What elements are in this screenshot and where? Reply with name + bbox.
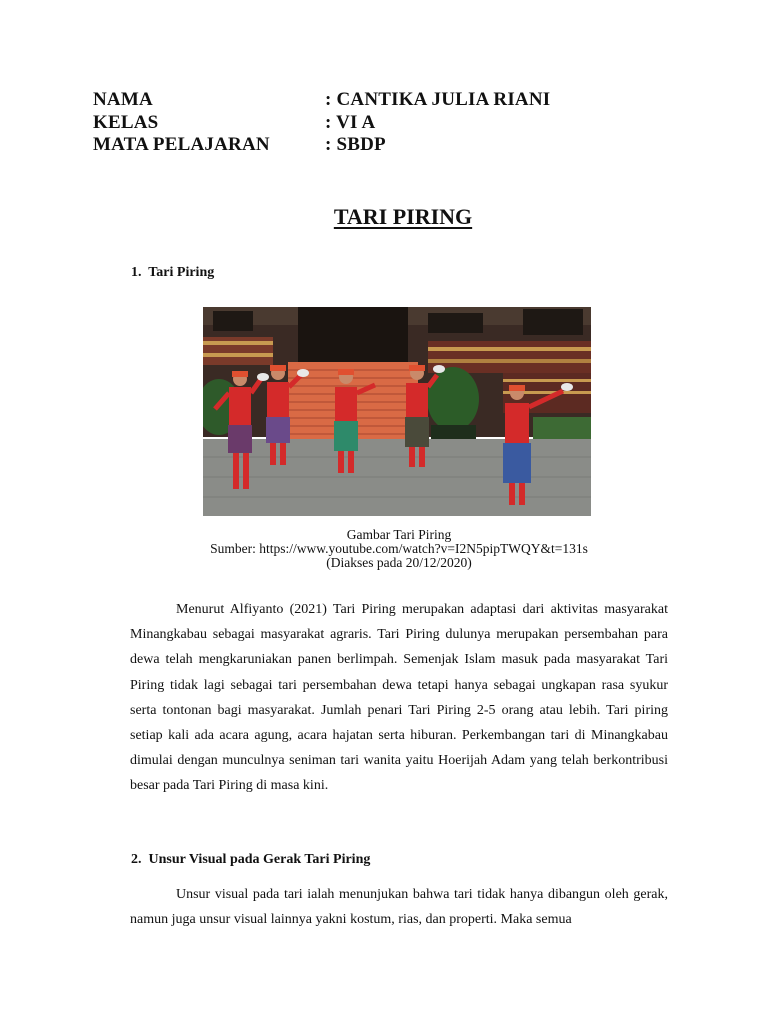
page-title: TARI PIRING [333, 204, 473, 229]
section-2-paragraph: Unsur visual pada tari ialah menunjukan bahwa tari tidak hanya dibangun oleh gerak, namun juga unsur visual lainnya yakni kostum, rias, dan properti. Maka semua [130, 887, 668, 928]
section-1-heading: 1. Tari Piring [131, 265, 215, 280]
label-mata-pelajaran: MATA PELAJARAN [93, 134, 270, 155]
section-1-paragraph: Menurut Alfiyanto (2021) Tari Piring merupakan adaptasi dari aktivitas masyarakat Minangkabau sebagai masyarakat agraris. Tari Piring dulunya merupakan persembahan para dewa telah mengkaruniakan panen berlimpah. Semenjak Islam masuk pada masyarakat Tari Piring tidak lagi sebagai tari persembahan dewa tetapi hanya sebagai ungkapan rasa syukur serta tontonan bagi masyarakat. Jumlah penari Tari Piring 2-5 orang atau lebih. Tari piring setiap kali ada acara agung, acara hajatan serta hiburan. Perkembangan tari di Minangkabau dimulai dengan munculnya seniman tari wanita yaitu Hoerijah Adam yang telah berkontribusi besar pada Tari Piring di masa kini. [130, 602, 668, 794]
tari-piring-photo [203, 307, 591, 516]
figure-caption [0, 528, 768, 570]
caption-title: Gambar Tari Piring [346, 527, 452, 542]
label-kelas: KELAS [93, 111, 159, 133]
value-mata-pelajaran: : SBDP [325, 134, 386, 155]
info-row-name [93, 89, 551, 112]
section-1-body [130, 597, 668, 799]
section-2-heading: 2. Unsur Visual pada Gerak Tari Piring [131, 852, 371, 867]
value-nama: : CANTIKA JULIA RIANI [325, 89, 551, 110]
caption-accessed: (Diakses pada 20/12/2020) [326, 555, 472, 570]
info-row-subject [93, 134, 386, 157]
value-kelas: : VI A [325, 111, 376, 133]
label-nama: NAMA [93, 89, 153, 110]
student-info [93, 89, 551, 157]
section-2-body [130, 882, 668, 932]
info-row-class [93, 111, 376, 135]
caption-source: Sumber: https://www.youtube.com/watch?v=I2N5pipTWQY&t=131s [210, 541, 588, 556]
